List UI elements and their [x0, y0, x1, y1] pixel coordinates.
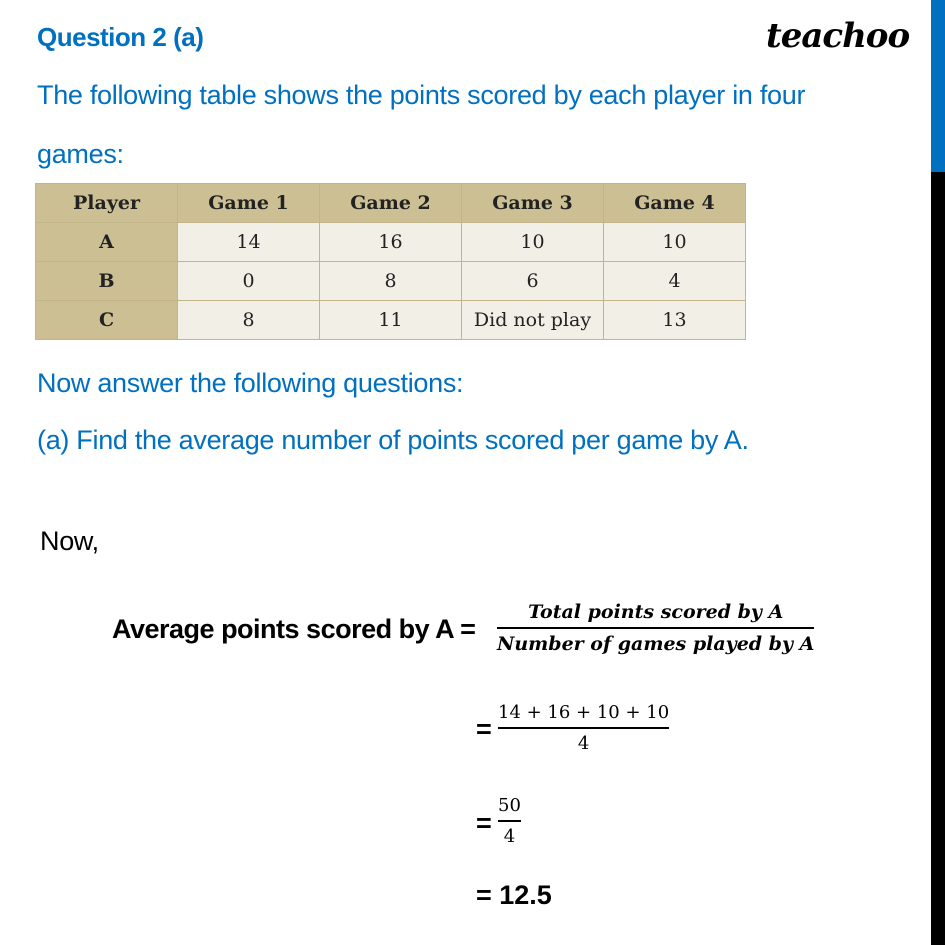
- formula-denominator: Number of games played by A: [497, 633, 815, 655]
- formula-fraction: [497, 601, 814, 655]
- score-cell: 0: [178, 262, 320, 301]
- table-row: [36, 262, 746, 301]
- question-prompt: Now answer the following questions:: [37, 368, 464, 398]
- solution-now: Now,: [40, 526, 99, 556]
- step1-numerator: 14 + 16 + 10 + 10: [498, 702, 670, 723]
- step2-equals: =: [476, 808, 492, 838]
- score-cell: 16: [320, 223, 462, 262]
- score-cell: 6: [462, 262, 604, 301]
- table-row: [36, 223, 746, 262]
- fraction-bar: [498, 820, 521, 822]
- step1-fraction: [498, 702, 669, 754]
- player-cell: C: [36, 301, 178, 340]
- sidebar-accent-blue: [931, 0, 945, 172]
- average-label: Average points scored by A =: [112, 614, 476, 644]
- header-cell: Game 3: [462, 184, 604, 223]
- teachoo-logo: teachoo: [766, 16, 910, 56]
- fraction-bar: [497, 627, 814, 629]
- player-cell: A: [36, 223, 178, 262]
- score-cell: Did not play: [462, 301, 604, 340]
- final-result: = 12.5: [476, 880, 552, 910]
- score-cell: 10: [462, 223, 604, 262]
- step1-equals: =: [476, 714, 492, 744]
- score-cell: 8: [178, 301, 320, 340]
- scores-table: [35, 183, 746, 340]
- step2-numerator: 50: [498, 795, 521, 816]
- header-cell: Game 4: [604, 184, 746, 223]
- score-cell: 11: [320, 301, 462, 340]
- header-cell: Game 2: [320, 184, 462, 223]
- player-cell: B: [36, 262, 178, 301]
- score-cell: 13: [604, 301, 746, 340]
- question-part-a: (a) Find the average number of points scored per game by A.: [37, 425, 749, 455]
- score-cell: 4: [604, 262, 746, 301]
- header-cell: Game 1: [178, 184, 320, 223]
- question-intro-line2: games:: [37, 139, 124, 169]
- sidebar-accent-black: [931, 172, 945, 945]
- step2-denominator: 4: [503, 826, 516, 847]
- table-header-row: [36, 184, 746, 223]
- question-title: Question 2 (a): [37, 22, 204, 52]
- step2-fraction: [498, 795, 521, 847]
- fraction-bar: [498, 727, 669, 729]
- question-intro-line1: The following table shows the points scored by each player in four: [37, 80, 806, 110]
- score-cell: 8: [320, 262, 462, 301]
- header-cell: Player: [36, 184, 178, 223]
- formula-numerator: Total points scored by A: [528, 601, 784, 623]
- step1-denominator: 4: [577, 733, 590, 754]
- score-cell: 14: [178, 223, 320, 262]
- score-cell: 10: [604, 223, 746, 262]
- table-row: [36, 301, 746, 340]
